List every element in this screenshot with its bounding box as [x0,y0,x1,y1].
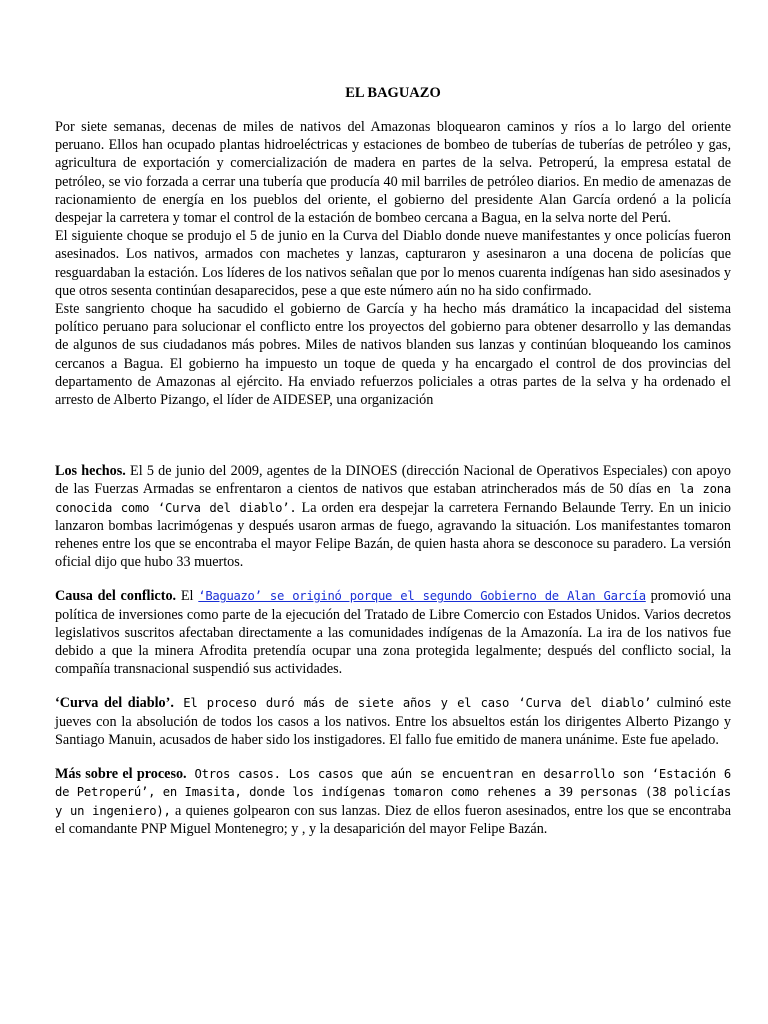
section-hechos-lead: Los hechos. [55,463,126,480]
section-mas-lead: Más sobre el proceso. [55,766,187,783]
section-hechos [55,462,731,571]
document-page [55,84,731,838]
section-spacer [55,409,731,462]
intro-paragraph-2: El siguiente choque se produjo el 5 de junio en la Curva del Diablo donde nueve manifestantes y once policías fueron asesinados. Los nativos, armados con machetes y lanzas, capturaron y asesinaron a una docena de policías que resguardaban la estación. Los líderes de los nativos señalan que por lo menos cuarenta indígenas han sido asesinados y que otros sesenta continúan desaparecidos, pese a que este número aún no ha sido confirmado. [55,228,731,299]
section-mas-text-b: a quienes golpearon con sus lanzas. Diez de ellos fueron asesinados, entre los que se encontraba el comandante PNP Miguel Montenegro; y , y la desaparición del mayor Felipe Bazán. [55,802,731,837]
section-hechos-text-a: El 5 de junio del 2009, agentes de la DINOES (dirección Nacional de Operativos Especiales) con apoyo de las Fuerzas Armadas se enfrentaron a cientos de nativos que estaban atrincherados más de 50 días [55,463,732,498]
section-causa-lead: Causa del conflicto. [55,588,177,605]
section-mas [55,765,731,838]
section-causa [55,587,731,678]
intro-paragraph-1: Por siete semanas, decenas de miles de nativos del Amazonas bloquearon caminos y ríos a lo largo del oriente peruano. Ellos han ocupado plantas hidroeléctricas y estaciones de bombeo de tuberías de tuberías de petróleo y gas, agricultura de exportación y comercialización de madera en partes de la selva. Petroperú, la empresa estatal de petróleo, se vio forzada a cerrar una tubería que producía 40 mil barriles de petróleo diarios. En medio de amenazas de racionamiento de energía en los pueblos del oriente, el gobierno del presidente Alan García ordenó a la policía despejar la carretera y tomar el control de la estación de bombeo cercana a Bagua, en la selva norte del Perú. [55,119,731,227]
document-title: EL BAGUAZO [345,85,441,101]
intro-section [55,118,731,409]
intro-paragraph-3: Este sangriento choque ha sacudido el gobierno de García y ha hecho más dramático la incapacidad del sistema político peruano para solucionar el conflicto entre los proyectos del gobierno para obtener desarrollo y las demandas de algunos de sus ciudadanos más pobres. Miles de nativos blanden sus lanzas y continúan bloqueando los caminos cercanos a Bagua. El gobierno ha impuesto un toque de queda y ha encargado el control de dos provincias del departamento de Amazonas al ejército. Ha enviado refuerzos policiales a otras partes de la selva y ha ordenado el arresto de Alberto Pizango, el líder de AIDESEP, una organización [55,301,731,409]
baguazo-origin-link[interactable]: ‘Baguazo’ se originó porque el segundo Gobierno de Alan García [198,589,646,604]
section-hechos-text-mono: en la zona conocida como ‘Curva del diablo’. [55,482,731,515]
section-curva-lead: ‘Curva del diablo’. [55,695,174,712]
section-mas-text-mono: Otros casos. Los casos que aún se encuentran en desarrollo son ‘Estación 6 de Petroperú’, en Imasita, donde los indígenas tomaron como rehenes a 39 personas (38 policías y un ingeniero), [55,767,731,818]
section-causa-text-b: promovió una política de inversiones como parte de la ejecución del Tratado de Libre Comercio con Estados Unidos. Varios decretos legislativos suscritos afectaban directamente a las comunidades indígenas de la Amazonía. La ira de los nativos fue debido a que la minera Afrodita pretendía ocupar una zona protegida legalmente; después del conflicto social, la compañía transnacional suspendió sus actividades. [55,588,732,678]
section-curva-text-mono: El proceso duró más de siete años y el caso ‘Curva del diablo’ [173,696,652,711]
section-hechos-text-b: La orden era despejar la carretera Fernando Belaunde Terry. En un inicio lanzaron bombas lacrimógenas y después usaron armas de fuego, agravando la situación. Los manifestantes tomaron rehenes entre los que se encontraba el mayor Felipe Bazán, de quien hasta ahora se desconoce su paradero. La versión oficial dijo que hubo 33 muertos. [55,499,731,571]
section-curva [55,694,731,749]
section-causa-text-a: El [176,588,199,605]
section-curva-text-b: culminó este jueves con la absolución de todos los casos a los nativos. Entre los absueltos están los dirigentes Alberto Pizango y Santiago Manuin, acusados de haber sido los instigadores. El fallo fue emitido de manera unánime. Este fue apelado. [55,695,731,748]
